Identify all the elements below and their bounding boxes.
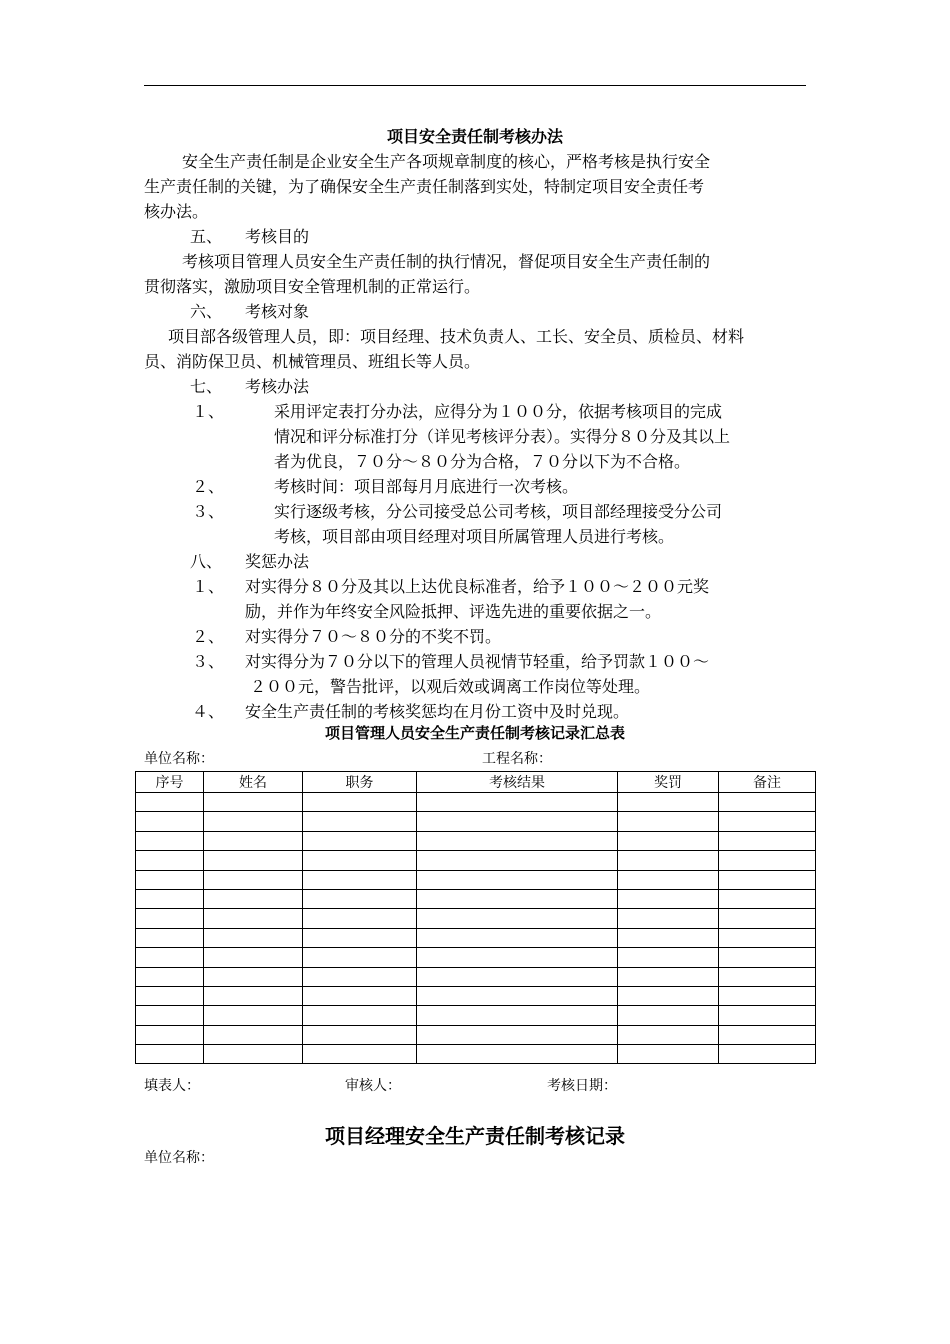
table-cell: [303, 812, 417, 831]
table-cell: [417, 967, 618, 986]
table-cell: [618, 851, 719, 870]
table-cell: [136, 851, 204, 870]
table-cell: [618, 831, 719, 850]
item-text: 者为优良，７０分～８０分为合格，７０分以下为不合格。: [274, 452, 691, 471]
section-number: 八、: [190, 552, 223, 571]
table-cell: [417, 1045, 618, 1064]
table-cell: [303, 1006, 417, 1025]
table-cell: [303, 1045, 417, 1064]
table-cell: [204, 812, 303, 831]
table-cell: [136, 812, 204, 831]
table-cell: [136, 967, 204, 986]
col-header: 姓名: [204, 772, 303, 793]
table-cell: [204, 986, 303, 1005]
table-cell: [204, 1006, 303, 1025]
reviewer-label: 审核人：: [345, 1078, 401, 1094]
intro-line: 核办法。: [144, 202, 209, 221]
table-cell: [136, 1025, 204, 1044]
table-cell: [618, 1045, 719, 1064]
table-row: [136, 870, 816, 889]
table-cell: [136, 831, 204, 850]
table-cell: [303, 870, 417, 889]
table-cell: [417, 928, 618, 947]
table-cell: [303, 793, 417, 812]
table-cell: [204, 948, 303, 967]
table-cell: [719, 986, 816, 1005]
table-cell: [303, 831, 417, 850]
col-header: 序号: [136, 772, 204, 793]
table-cell: [618, 986, 719, 1005]
table-cell: [719, 889, 816, 908]
summary-table: [135, 771, 816, 1064]
table-row: [136, 986, 816, 1005]
table-cell: [204, 1045, 303, 1064]
filler-label: 填表人：: [144, 1078, 200, 1094]
table-row: [136, 812, 816, 831]
section-text: 项目部各级管理人员，即：项目经理、技术负责人、工长、安全员、质检员、材料: [168, 327, 745, 346]
item-number: ４、: [192, 702, 225, 721]
table-cell: [136, 1045, 204, 1064]
table-cell: [303, 1025, 417, 1044]
item-text: 考核，项目部由项目经理对项目所属管理人员进行考核。: [274, 527, 675, 546]
table-cell: [204, 967, 303, 986]
section-heading: 考核办法: [245, 377, 310, 396]
table-cell: [618, 928, 719, 947]
table-cell: [618, 1025, 719, 1044]
table-row: [136, 793, 816, 812]
table-title: 项目管理人员安全生产责任制考核记录汇总表: [324, 724, 625, 742]
table-header-row: [136, 772, 816, 793]
table-cell: [136, 909, 204, 928]
table-cell: [719, 1025, 816, 1044]
table-row: [136, 948, 816, 967]
table-cell: [417, 889, 618, 908]
table-cell: [204, 1025, 303, 1044]
section-number: 五、: [190, 227, 223, 246]
section-heading: 考核目的: [245, 227, 310, 246]
table-cell: [136, 928, 204, 947]
item-text: 实行逐级考核，分公司接受总公司考核，项目部经理接受分公司: [274, 502, 723, 521]
table-cell: [618, 967, 719, 986]
table-cell: [204, 928, 303, 947]
table-cell: [719, 793, 816, 812]
table-cell: [719, 928, 816, 947]
table-cell: [204, 889, 303, 908]
item-number: １、: [192, 577, 225, 596]
item-text: 安全生产责任制的考核奖惩均在月份工资中及时兑现。: [245, 702, 630, 721]
item-number: １、: [192, 402, 225, 421]
section-heading: 奖惩办法: [245, 552, 310, 571]
table-cell: [719, 1045, 816, 1064]
table-cell: [417, 948, 618, 967]
table-cell: [417, 851, 618, 870]
record-unit-label: 单位名称：: [144, 1150, 214, 1166]
table-cell: [303, 948, 417, 967]
table-cell: [719, 831, 816, 850]
table-cell: [303, 967, 417, 986]
table-cell: [618, 909, 719, 928]
item-number: ２、: [192, 627, 225, 646]
table-cell: [618, 889, 719, 908]
col-header: 奖罚: [618, 772, 719, 793]
table-row: [136, 831, 816, 850]
table-cell: [719, 851, 816, 870]
table-cell: [303, 851, 417, 870]
table-cell: [204, 909, 303, 928]
table-row: [136, 1025, 816, 1044]
table-cell: [618, 793, 719, 812]
date-label: 考核日期：: [547, 1078, 617, 1094]
table-cell: [618, 870, 719, 889]
table-cell: [417, 986, 618, 1005]
table-cell: [618, 948, 719, 967]
header-rule: [144, 85, 806, 86]
unit-name-label: 单位名称：: [144, 751, 214, 767]
section-text: 考核项目管理人员安全生产责任制的执行情况，督促项目安全生产责任制的: [182, 252, 711, 271]
table-cell: [204, 793, 303, 812]
doc-title: 项目安全责任制考核办法: [386, 127, 563, 146]
item-number: ２、: [192, 477, 225, 496]
table-cell: [204, 870, 303, 889]
table-cell: [417, 1025, 618, 1044]
item-text: 励，并作为年终安全风险抵押、评选先进的重要依据之一。: [245, 602, 662, 621]
item-text: 对实得分７０～８０分的不奖不罚。: [245, 627, 502, 646]
table-row: [136, 1006, 816, 1025]
table-cell: [136, 889, 204, 908]
record-title: 项目经理安全生产责任制考核记录: [325, 1124, 625, 1148]
table-cell: [417, 831, 618, 850]
intro-line: 生产责任制的关键，为了确保安全生产责任制落到实处，特制定项目安全责任考: [144, 177, 705, 196]
col-header: 考核结果: [417, 772, 618, 793]
table-cell: [618, 1006, 719, 1025]
section-heading: 考核对象: [245, 302, 310, 321]
table-cell: [136, 870, 204, 889]
table-row: [136, 928, 816, 947]
table-cell: [719, 909, 816, 928]
table-cell: [719, 967, 816, 986]
col-header: 职务: [303, 772, 417, 793]
item-text: 对实得分为７０分以下的管理人员视情节轻重，给予罚款１００～: [245, 652, 710, 671]
item-text: 情况和评分标准打分（详见考核评分表）。实得分８０分及其以上: [274, 427, 731, 446]
item-text: 考核时间：项目部每月月底进行一次考核。: [274, 477, 579, 496]
table-cell: [204, 851, 303, 870]
intro-line: 安全生产责任制是企业安全生产各项规章制度的核心，严格考核是执行安全: [182, 152, 711, 171]
table-row: [136, 889, 816, 908]
table-cell: [417, 812, 618, 831]
section-number: 六、: [190, 302, 223, 321]
table-cell: [303, 889, 417, 908]
section-number: 七、: [190, 377, 223, 396]
item-number: ３、: [192, 652, 225, 671]
table-cell: [136, 986, 204, 1005]
table-cell: [417, 909, 618, 928]
table-cell: [719, 948, 816, 967]
table-cell: [417, 793, 618, 812]
table-cell: [719, 870, 816, 889]
item-text: ２００元，警告批评，以观后效或调离工作岗位等处理。: [250, 677, 651, 696]
table-cell: [136, 793, 204, 812]
table-cell: [136, 948, 204, 967]
table-cell: [719, 1006, 816, 1025]
table-cell: [417, 1006, 618, 1025]
table-row: [136, 967, 816, 986]
section-text: 贯彻落实，激励项目安全管理机制的正常运行。: [144, 277, 481, 296]
table-body: [136, 793, 816, 1064]
table-cell: [136, 1006, 204, 1025]
table-cell: [618, 812, 719, 831]
table-cell: [204, 831, 303, 850]
table-cell: [417, 870, 618, 889]
table-row: [136, 851, 816, 870]
table-row: [136, 1045, 816, 1064]
table-row: [136, 909, 816, 928]
table-cell: [719, 812, 816, 831]
table-cell: [303, 909, 417, 928]
item-number: ３、: [192, 502, 225, 521]
item-text: 采用评定表打分办法，应得分为１００分，依据考核项目的完成: [274, 402, 723, 421]
col-header: 备注: [719, 772, 816, 793]
table-cell: [303, 986, 417, 1005]
item-text: 对实得分８０分及其以上达优良标准者，给予１００～２００元奖: [245, 577, 710, 596]
project-name-label: 工程名称：: [482, 751, 552, 767]
section-text: 员、消防保卫员、机械管理员、班组长等人员。: [144, 352, 481, 371]
table-cell: [303, 928, 417, 947]
